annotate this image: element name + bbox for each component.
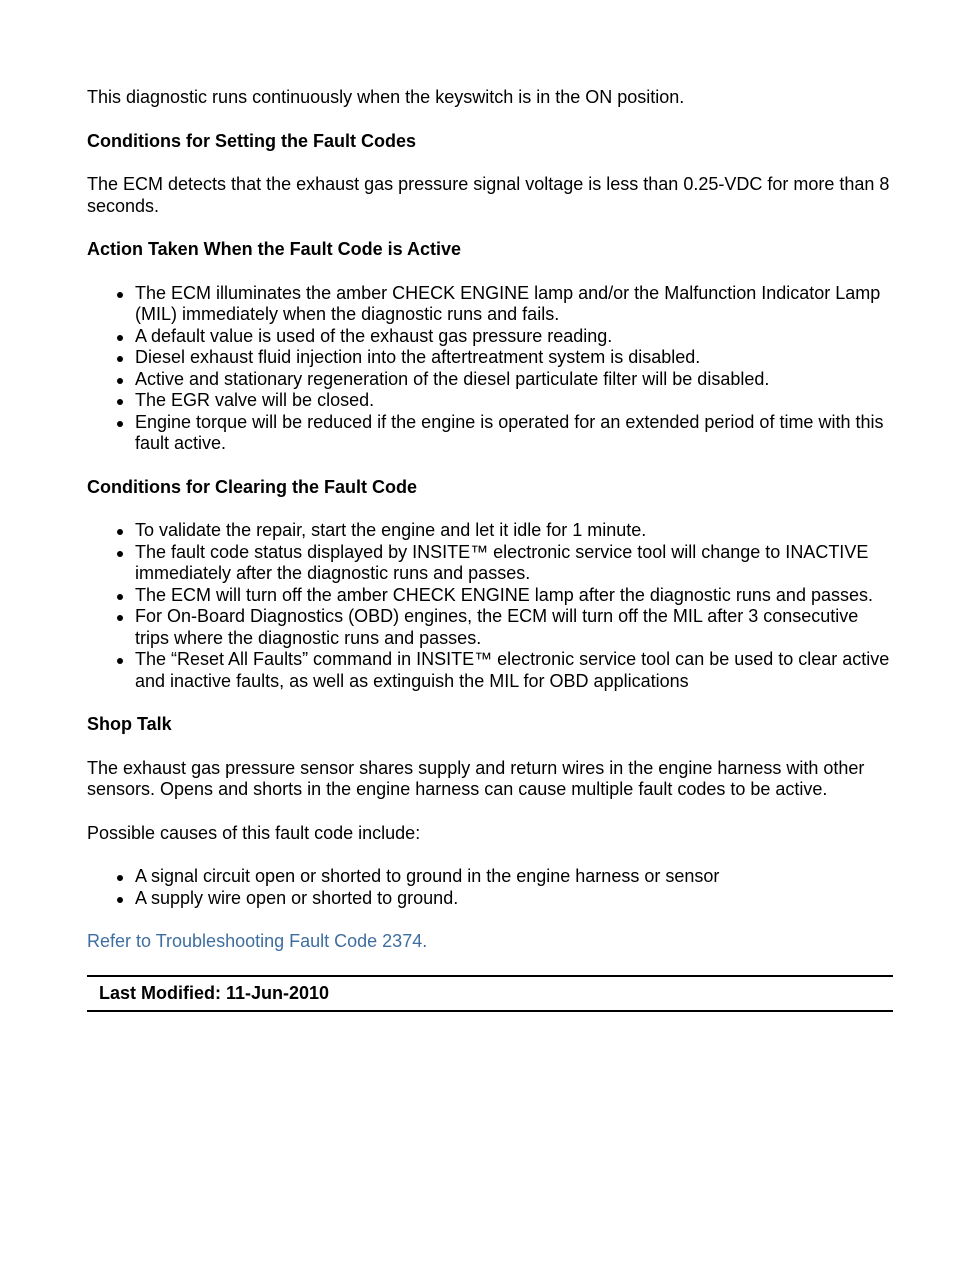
possible-causes-list [87,866,893,909]
possible-causes-intro: Possible causes of this fault code include: [87,822,421,843]
list-item: The EGR valve will be closed. [135,390,893,412]
list-item: The ECM illuminates the amber CHECK ENGINE lamp and/or the Malfunction Indicator Lamp (MIL) immediately when the diagnostic runs and fails. [135,283,893,326]
heading-action-taken: Action Taken When the Fault Code is Active [87,239,462,259]
list-item: Diesel exhaust fluid injection into the aftertreatment system is disabled. [135,347,893,369]
list-item: The ECM will turn off the amber CHECK ENGINE lamp after the diagnostic runs and passes. [135,585,893,607]
heading-shop-talk: Shop Talk [87,714,172,734]
list-item: For On-Board Diagnostics (OBD) engines, the ECM will turn off the MIL after 3 consecutive trips where the diagnostic runs and passes. [135,606,893,649]
list-item: To validate the repair, start the engine and let it idle for 1 minute. [135,520,893,542]
intro-text: This diagnostic runs continuously when the keyswitch is in the ON position. [87,87,685,107]
heading-conditions-clearing: Conditions for Clearing the Fault Code [87,476,417,497]
shop-talk-text: The exhaust gas pressure sensor shares supply and return wires in the engine harness with other sensors. Opens and shorts in the engine harness can cause multiple fault codes to be active. [87,757,865,799]
conditions-setting-text: The ECM detects that the exhaust gas pressure signal voltage is less than 0.25-VDC for more than 8 seconds. [87,174,890,216]
list-item: The “Reset All Faults” command in INSITE™ electronic service tool can be used to clear active and inactive faults, as well as extinguish the MIL for OBD applications [135,649,893,692]
list-item: A default value is used of the exhaust gas pressure reading. [135,326,893,348]
refer-troubleshooting-link[interactable]: Refer to Troubleshooting Fault Code 2374. [87,931,428,951]
list-item: The fault code status displayed by INSITE™ electronic service tool will change to INACTIVE immediately after the diagnostic runs and passes. [135,542,893,585]
action-taken-list [87,283,893,455]
conditions-clearing-list [87,520,893,692]
list-item: Engine torque will be reduced if the engine is operated for an extended period of time with this fault active. [135,412,893,455]
list-item: A supply wire open or shorted to ground. [135,888,893,910]
heading-conditions-setting: Conditions for Setting the Fault Codes [87,130,416,151]
last-modified-bar: Last Modified: 11-Jun-2010 [87,975,893,1013]
list-item: A signal circuit open or shorted to ground in the engine harness or sensor [135,866,893,888]
list-item: Active and stationary regeneration of the diesel particulate filter will be disabled. [135,369,893,391]
